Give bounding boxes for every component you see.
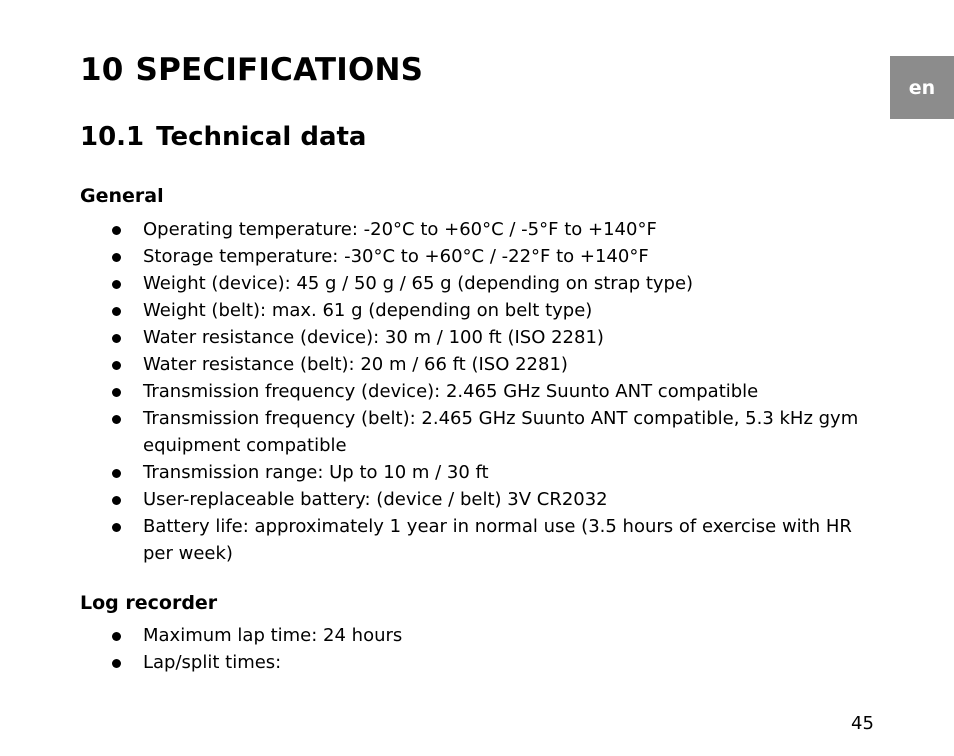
list-item	[112, 649, 882, 676]
list-item	[112, 324, 882, 351]
list-item	[112, 351, 882, 378]
list-item-text: Transmission frequency (device): 2.465 GHz Suunto ANT compatible	[143, 381, 759, 402]
bullet-icon	[112, 280, 121, 289]
list-item-text: Lap/split times:	[143, 652, 282, 673]
list-item	[112, 243, 882, 270]
section-title-text: Technical data	[156, 122, 367, 152]
list-item-text: Maximum lap time: 24 hours	[143, 625, 403, 646]
bullet-icon	[112, 226, 121, 235]
list-item	[112, 459, 882, 486]
section-number: 10.1	[80, 122, 145, 152]
bullet-icon	[112, 388, 121, 397]
list-item	[112, 513, 882, 567]
bullet-icon	[112, 659, 121, 668]
list-item-text: Weight (device): 45 g / 50 g / 65 g (depending on strap type)	[143, 273, 694, 294]
bullet-icon	[112, 523, 121, 532]
list-item	[112, 486, 882, 513]
bullet-icon	[112, 253, 121, 262]
section-title	[80, 122, 366, 152]
chapter-number: 10	[80, 52, 124, 88]
list-item-text: Transmission frequency (belt): 2.465 GHz Suunto ANT compatible, 5.3 kHz gym equipment compatible	[143, 408, 859, 456]
chapter-title-text: SPECIFICATIONS	[135, 52, 424, 88]
chapter-title	[80, 52, 423, 88]
general-heading: General	[80, 185, 164, 207]
list-item-text: Water resistance (device): 30 m / 100 ft (ISO 2281)	[143, 327, 604, 348]
page-number: 45	[851, 713, 874, 734]
bullet-icon	[112, 632, 121, 641]
list-item-text: Transmission range: Up to 10 m / 30 ft	[143, 462, 489, 483]
bullet-icon	[112, 361, 121, 370]
bullet-icon	[112, 307, 121, 316]
list-item	[112, 622, 882, 649]
list-item-text: Weight (belt): max. 61 g (depending on belt type)	[143, 300, 593, 321]
list-item	[112, 216, 882, 243]
list-item-text: Battery life: approximately 1 year in normal use (3.5 hours of exercise with HR per week)	[143, 516, 852, 564]
list-item	[112, 297, 882, 324]
general-spec-list	[112, 216, 882, 567]
list-item-text: Operating temperature: -20°C to +60°C / -5°F to +140°F	[143, 219, 657, 240]
list-item	[112, 405, 882, 459]
list-item	[112, 378, 882, 405]
log-recorder-heading: Log recorder	[80, 592, 218, 614]
bullet-icon	[112, 469, 121, 478]
language-tab: en	[890, 56, 954, 119]
list-item-text: Storage temperature: -30°C to +60°C / -22°F to +140°F	[143, 246, 649, 267]
bullet-icon	[112, 496, 121, 505]
list-item	[112, 270, 882, 297]
bullet-icon	[112, 415, 121, 424]
bullet-icon	[112, 334, 121, 343]
list-item-text: Water resistance (belt): 20 m / 66 ft (ISO 2281)	[143, 354, 568, 375]
list-item-text: User-replaceable battery: (device / belt) 3V CR2032	[143, 489, 608, 510]
log-recorder-spec-list	[112, 622, 882, 676]
